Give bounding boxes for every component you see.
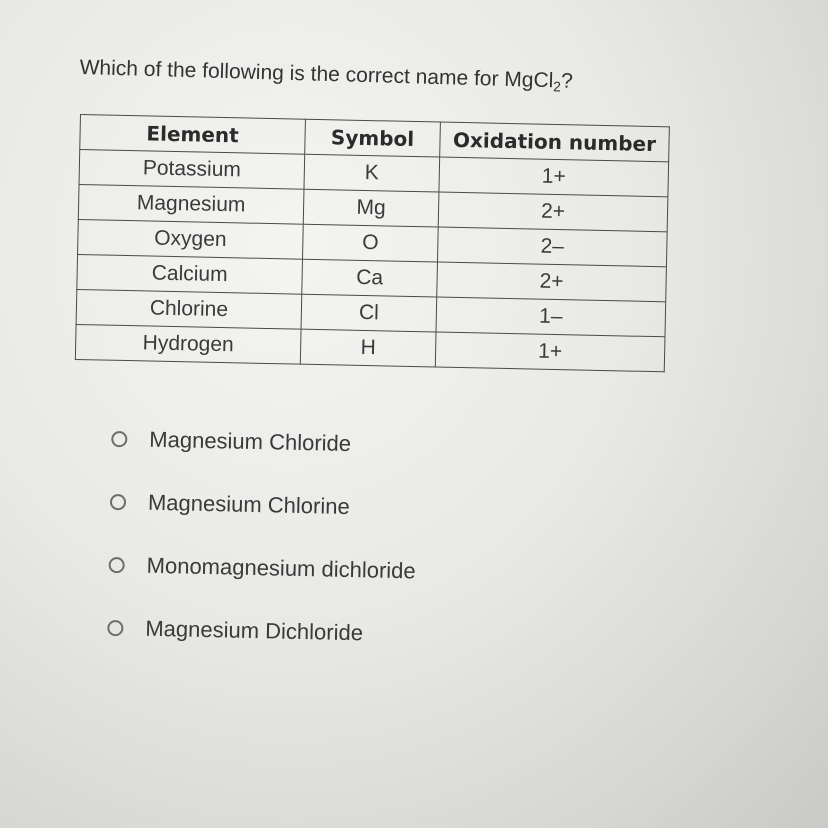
cell-element: Potassium bbox=[79, 150, 305, 190]
cell-element: Hydrogen bbox=[75, 324, 301, 364]
cell-symbol: K bbox=[304, 154, 440, 192]
answer-option[interactable] bbox=[111, 407, 419, 476]
radio-button[interactable] bbox=[110, 493, 126, 509]
option-label: Magnesium Dichloride bbox=[145, 615, 364, 645]
answer-option[interactable] bbox=[107, 596, 415, 665]
question-main: Which of the following is the correct name for MgCl bbox=[79, 56, 554, 93]
cell-element: Chlorine bbox=[76, 289, 302, 329]
cell-oxidation: 1+ bbox=[435, 332, 665, 372]
oxidation-table-container bbox=[75, 114, 670, 372]
radio-button[interactable] bbox=[109, 556, 125, 572]
cell-element: Oxygen bbox=[78, 219, 304, 259]
header-element: Element bbox=[80, 115, 306, 155]
question-text bbox=[79, 56, 573, 95]
header-oxidation-number: Oxidation number bbox=[440, 122, 670, 162]
cell-symbol: O bbox=[303, 224, 439, 262]
cell-oxidation: 2+ bbox=[437, 262, 667, 302]
answer-option[interactable] bbox=[109, 470, 417, 539]
option-label: Magnesium Chloride bbox=[149, 426, 352, 456]
radio-button[interactable] bbox=[111, 430, 127, 446]
cell-symbol: Cl bbox=[301, 294, 437, 332]
question-suffix: ? bbox=[560, 69, 574, 93]
cell-oxidation: 1– bbox=[436, 297, 666, 337]
cell-oxidation: 1+ bbox=[439, 157, 669, 197]
option-label: Monomagnesium dichloride bbox=[146, 552, 416, 583]
cell-element: Calcium bbox=[77, 254, 303, 294]
oxidation-table bbox=[75, 114, 670, 372]
header-symbol: Symbol bbox=[305, 119, 441, 157]
cell-symbol: H bbox=[300, 329, 436, 367]
cell-oxidation: 2– bbox=[437, 227, 667, 267]
cell-element: Magnesium bbox=[78, 184, 304, 224]
cell-symbol: Mg bbox=[303, 189, 439, 227]
answer-option[interactable] bbox=[108, 533, 416, 602]
cell-symbol: Ca bbox=[302, 259, 438, 297]
answer-options bbox=[107, 407, 419, 665]
option-label: Magnesium Chlorine bbox=[147, 489, 351, 519]
cell-oxidation: 2+ bbox=[438, 192, 668, 232]
radio-button[interactable] bbox=[107, 619, 123, 635]
question-subscript: 2 bbox=[552, 78, 562, 95]
